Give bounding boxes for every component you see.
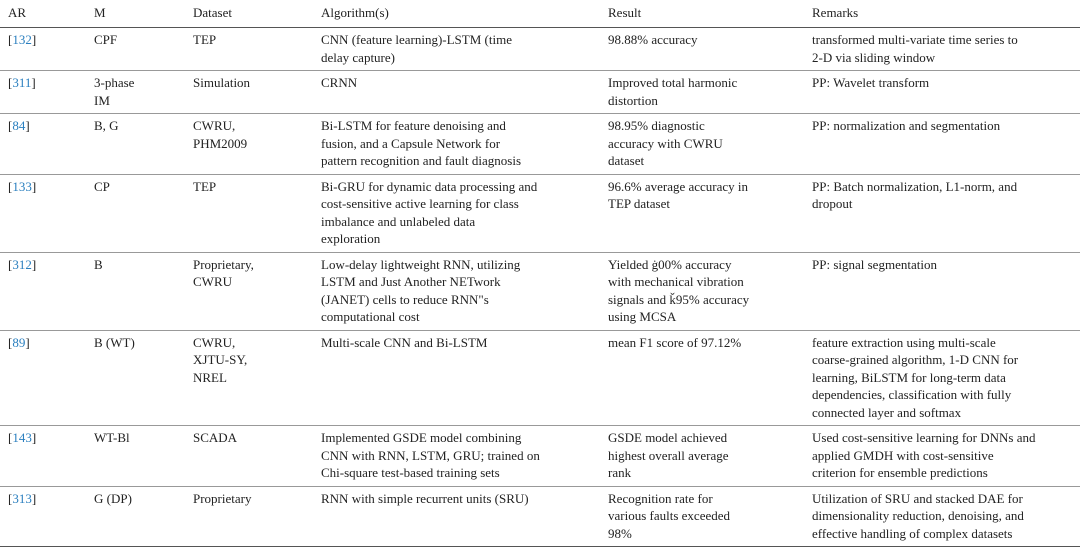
remarks-cell: Used cost-sensitive learning for DNNs and applied GMDH with cost-sensitive criterion for ensemble predictions [804,426,1080,487]
dataset-cell: TEP [185,28,313,71]
result-cell: mean F1 score of 97.12% [600,330,804,426]
table-row [0,252,1080,330]
reference-cell: [132] [0,28,86,71]
remarks-cell: PP: signal segmentation [804,252,1080,330]
algorithm-cell: CNN (feature learning)-LSTM (time delay capture) [313,28,600,71]
reference-link[interactable]: 313 [12,490,32,506]
result-cell: 96.6% average accuracy in TEP dataset [600,174,804,252]
m-cell: B [86,252,185,330]
reference-cell: [143] [0,426,86,487]
algorithm-cell: Bi-LSTM for feature denoising and fusion, and a Capsule Network for pattern recognition and fault diagnosis [313,114,600,175]
header-result: Result [600,0,804,28]
table-row [0,174,1080,252]
header-m: M [86,0,185,28]
reference-cell: [313] [0,486,86,547]
algorithm-cell: Multi-scale CNN and Bi-LSTM [313,330,600,426]
table-row [0,486,1080,547]
reference-link[interactable]: 132 [12,32,32,47]
table-row [0,28,1080,71]
result-cell: 98.95% diagnostic accuracy with CWRU dataset [600,114,804,175]
algorithm-cell: RNN with simple recurrent units (SRU) [313,486,600,547]
algorithm-cell: CRNN [313,71,600,114]
m-cell: G (DP) [86,486,185,547]
result-cell: GSDE model achieved highest overall average rank [600,426,804,487]
algorithm-cell: Low-delay lightweight RNN, utilizing LSTM and Just Another NETwork (JANET) cells to reduce RNN"s computational cost [313,252,600,330]
m-cell: B (WT) [86,330,185,426]
remarks-cell: PP: Wavelet transform [804,71,1080,114]
table-row [0,71,1080,114]
reference-link[interactable]: 312 [12,256,32,272]
reference-link[interactable]: 311 [12,75,32,90]
remarks-cell: PP: normalization and segmentation [804,114,1080,175]
result-cell: Improved total harmonic distortion [600,71,804,114]
algorithm-cell: Bi-GRU for dynamic data processing and cost-sensitive active learning for class imbalance and unlabeled data exploration [313,174,600,252]
dataset-cell: CWRU, XJTU-SY, NREL [185,330,313,426]
algorithm-cell: Implemented GSDE model combining CNN with RNN, LSTM, GRU; trained on Chi-square test-based training sets [313,426,600,487]
table-row [0,114,1080,175]
remarks-cell: Utilization of SRU and stacked DAE for dimensionality reduction, denoising, and effective handling of complex datasets [804,486,1080,547]
remarks-cell: transformed multi-variate time series to 2-D via sliding window [804,28,1080,71]
header-remarks: Remarks [804,0,1080,28]
reference-cell: [89] [0,330,86,426]
reference-link[interactable]: 143 [12,430,32,445]
reference-cell: [133] [0,174,86,252]
header-ar: AR [0,0,86,28]
result-cell: Recognition rate for various faults exceeded 98% [600,486,804,547]
m-cell: B, G [86,114,185,175]
reference-cell: [311] [0,71,86,114]
dataset-cell: Proprietary [185,486,313,547]
m-cell: 3-phase IM [86,71,185,114]
m-cell: CP [86,174,185,252]
dataset-cell: CWRU, PHM2009 [185,114,313,175]
remarks-cell: feature extraction using multi-scale coarse-grained algorithm, 1-D CNN for learning, BiLSTM for long-term data dependencies, classification with fully connected layer and softmax [804,330,1080,426]
reference-link[interactable]: 89 [12,334,26,350]
header-dataset: Dataset [185,0,313,28]
reference-link[interactable]: 133 [12,178,32,194]
result-cell: 98.88% accuracy [600,28,804,71]
m-cell: WT-Bl [86,426,185,487]
dataset-cell: TEP [185,174,313,252]
header-algorithms: Algorithm(s) [313,0,600,28]
dataset-cell: Simulation [185,71,313,114]
header-row [0,0,1080,28]
reference-link[interactable]: 84 [12,118,26,133]
m-cell: CPF [86,28,185,71]
reference-cell: [312] [0,252,86,330]
remarks-cell: PP: Batch normalization, L1-norm, and dropout [804,174,1080,252]
table-row [0,426,1080,487]
table-row [0,330,1080,426]
result-cell: Yielded ġ00% accuracy with mechanical vibration signals and ǩ95% accuracy using MCSA [600,252,804,330]
reference-cell: [84] [0,114,86,175]
dataset-cell: Proprietary, CWRU [185,252,313,330]
dataset-cell: SCADA [185,426,313,487]
